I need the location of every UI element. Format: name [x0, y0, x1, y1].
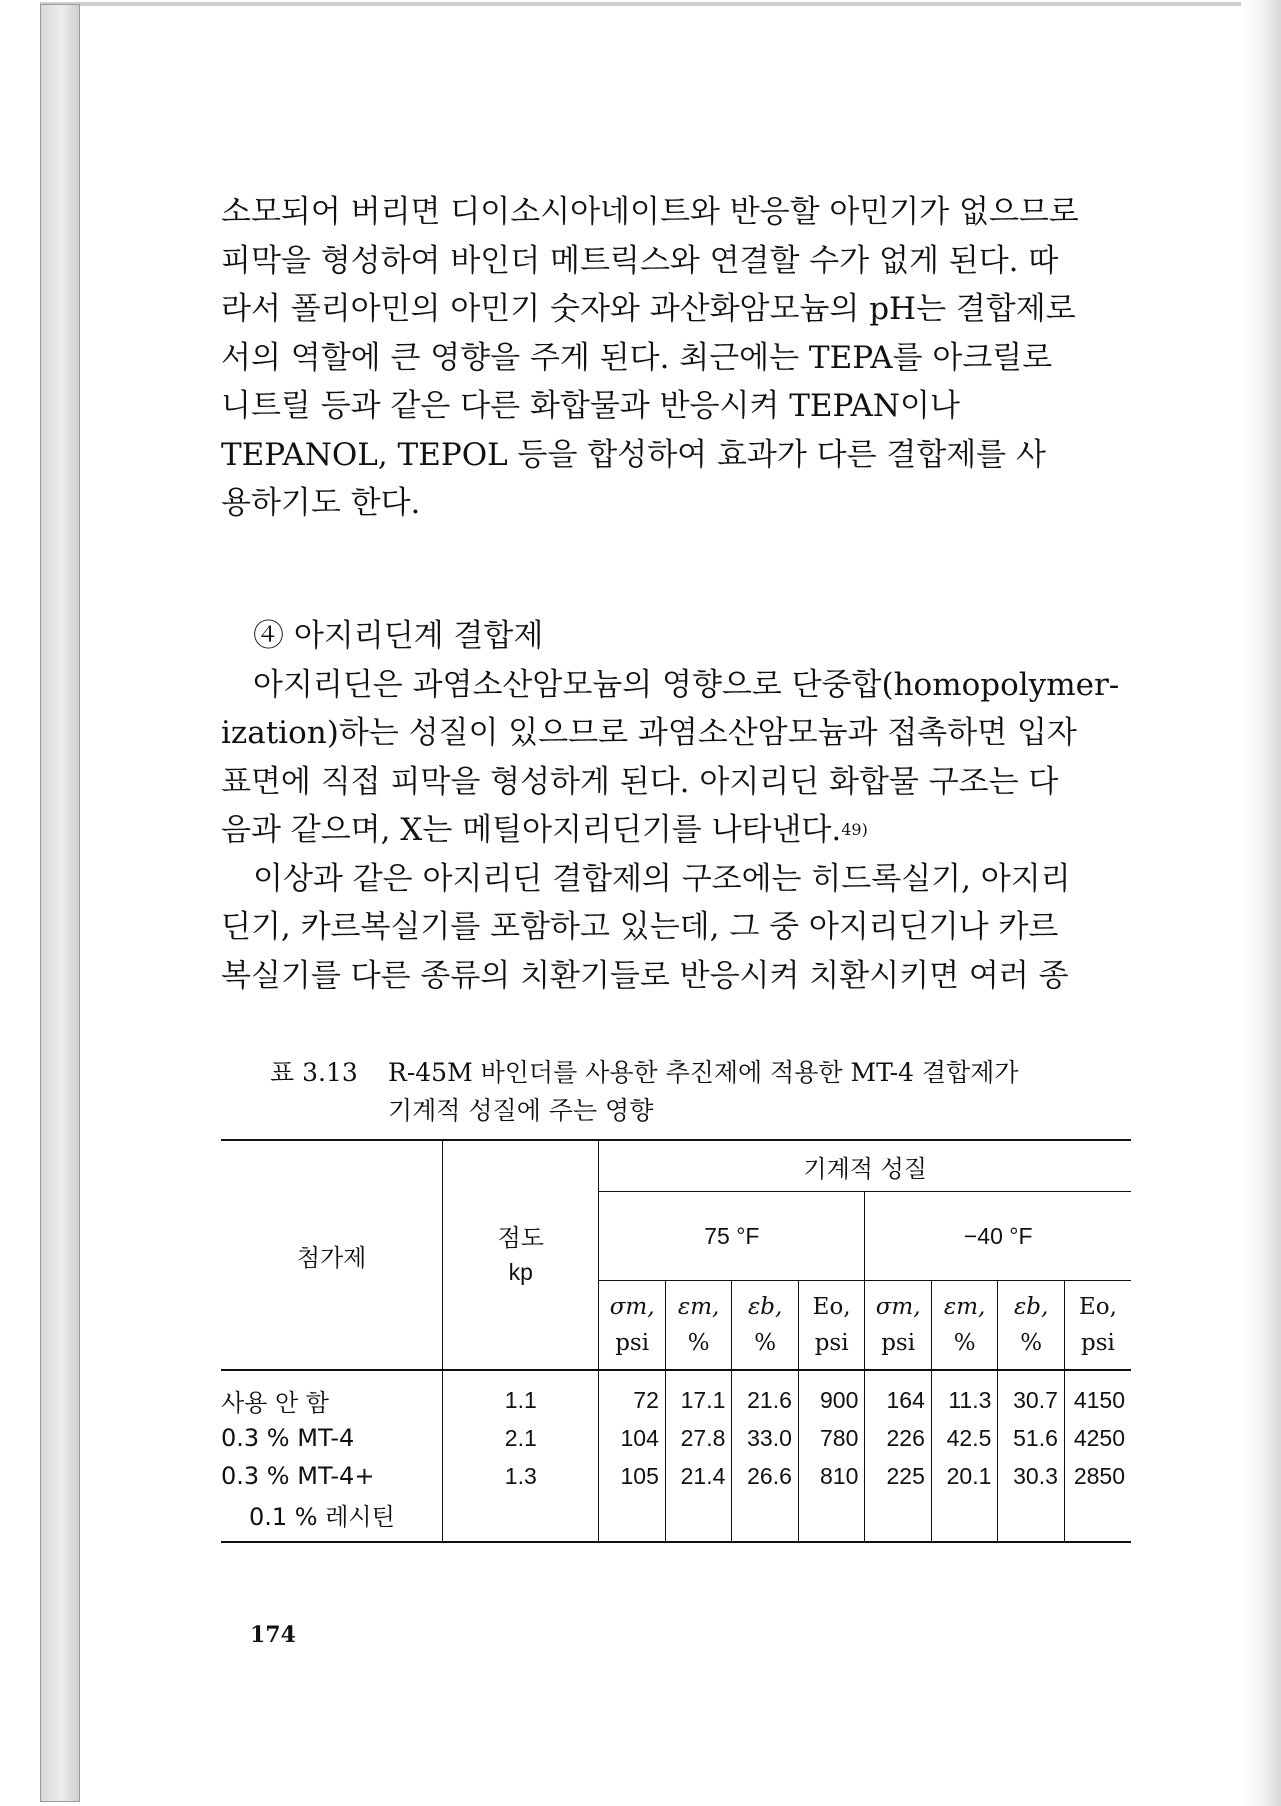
cell-value: 27.8 — [665, 1419, 732, 1457]
cell-value: 20.1 — [931, 1457, 998, 1495]
table-row — [221, 1495, 1131, 1542]
cell-value: 2850 — [1073, 1462, 1125, 1489]
cell-value: 17.1 — [665, 1370, 732, 1419]
header-temp-minus40: −40 °F — [865, 1192, 1131, 1281]
cell-value: 21.4 — [665, 1457, 732, 1495]
paragraph-line: 소모되어 버리면 디이소시아네이트와 반응할 아민기가 없으므로 — [221, 194, 1079, 230]
cell-value: 104 — [599, 1419, 666, 1457]
paragraph-line: 용하기도 한다. — [221, 485, 421, 521]
page-top-edge — [40, 2, 1280, 6]
header-viscosity-label: 점도 — [497, 1224, 544, 1252]
cell-additive: 0.3 % MT-4 — [221, 1419, 443, 1457]
subheader-e0-minus40: Eo, psi — [1078, 1294, 1117, 1356]
cell-value: 226 — [865, 1419, 932, 1457]
subheader-sigma-m-75: σm, psi — [599, 1281, 666, 1371]
cell-additive: 사용 안 함 — [221, 1370, 443, 1419]
cell-value: 4250 — [1073, 1424, 1125, 1451]
paragraph-1 — [221, 188, 1127, 528]
cell-empty — [732, 1495, 799, 1542]
cell-viscosity: 1.3 — [443, 1457, 599, 1495]
table-row — [221, 1419, 1131, 1457]
cell-value: 72 — [599, 1370, 666, 1419]
table-caption-line: R-45M 바인더를 사용한 추진제에 적용한 MT-4 결합제가 — [388, 1058, 1019, 1087]
cell-additive: 0.1 % 레시틴 — [221, 1495, 443, 1542]
cell-value: 21.6 — [732, 1370, 799, 1419]
cell-value: 4150 — [1073, 1386, 1125, 1413]
cell-value: 30.7 — [998, 1370, 1065, 1419]
paragraph-line: ization)하는 성질이 있으므로 과염소산암모늄과 접촉하면 입자 — [221, 715, 1077, 751]
paragraph-line: 복실기를 다른 종류의 치환기들로 반응시켜 치환시키면 여러 종 — [221, 957, 1069, 994]
footnote-reference: 49) — [841, 820, 868, 839]
paragraph-line: 아지리딘은 과염소산암모늄의 영향으로 단중합(homopolymer- — [253, 666, 1120, 703]
paragraph-text: 음과 같으며, X는 메틸아지리딘기를 나타낸다. — [221, 812, 842, 848]
table-caption — [270, 1054, 1130, 1130]
cell-empty — [1064, 1495, 1131, 1542]
cell-value: 33.0 — [732, 1419, 799, 1457]
cell-value: 26.6 — [732, 1457, 799, 1495]
cell-empty — [443, 1495, 599, 1542]
cell-empty — [865, 1495, 932, 1542]
page-right-shadow — [1241, 0, 1281, 1806]
subheader-eps-b-75: εb, % — [732, 1281, 799, 1371]
subheader-eps-m-75: εm, % — [665, 1281, 732, 1371]
header-viscosity — [443, 1140, 599, 1370]
cell-value: 164 — [865, 1370, 932, 1419]
paragraph-line: 피막을 형성하여 바인더 메트릭스와 연결할 수가 없게 된다. 따 — [221, 242, 1059, 279]
cell-empty — [798, 1495, 865, 1542]
cell-value: 225 — [865, 1457, 932, 1495]
paragraph-line: 이상과 같은 아지리딘 결합제의 구조에는 히드록실기, 아지리 — [253, 860, 1071, 897]
subheader-eps-m-minus40: εm, % — [931, 1281, 998, 1371]
cell-empty — [599, 1495, 666, 1542]
table-caption-line: 기계적 성질에 주는 영향 — [388, 1096, 654, 1125]
cell-viscosity: 1.1 — [443, 1370, 599, 1419]
page-number: 174 — [250, 1622, 296, 1648]
book-spine-edge — [40, 4, 80, 1802]
paragraph-line: 표면에 직접 피막을 형성하게 된다. 아지리딘 화합물 구조는 다 — [221, 763, 1059, 800]
paragraph-line: 라서 폴리아민의 아민기 숫자와 과산화암모늄의 pH는 결합제로 — [221, 291, 1076, 327]
header-viscosity-unit: kp — [508, 1259, 533, 1285]
header-mechanical: 기계적 성질 — [599, 1140, 1131, 1192]
cell-empty — [931, 1495, 998, 1542]
cell-value: 900 — [798, 1370, 865, 1419]
paragraph-line — [221, 806, 1127, 855]
header-additive: 첨가제 — [221, 1140, 443, 1370]
cell-value: 11.3 — [931, 1370, 998, 1419]
paragraph-line: 서의 역할에 큰 영향을 주게 된다. 최근에는 TEPA를 아크릴로 — [221, 339, 1053, 376]
section-aziridine — [221, 612, 1127, 1000]
subheader-e0-75: Eo, psi — [798, 1281, 865, 1371]
cell-empty — [998, 1495, 1065, 1542]
cell-value: 51.6 — [998, 1419, 1065, 1457]
subheader-sigma-m-minus40: σm, psi — [865, 1281, 932, 1371]
table-number: 표 3.13 — [270, 1058, 358, 1087]
cell-value: 810 — [798, 1457, 865, 1495]
paragraph-line: 딘기, 카르복실기를 포함하고 있는데, 그 중 아지리딘기나 카르 — [221, 909, 1059, 945]
cell-value: 30.3 — [998, 1457, 1065, 1495]
cell-value: 105 — [599, 1457, 666, 1495]
cell-value: 42.5 — [931, 1419, 998, 1457]
paragraph-line: TEPANOL, TEPOL 등을 합성하여 효과가 다른 결합제를 사 — [221, 436, 1046, 473]
paragraph-line: 니트릴 등과 같은 다른 화합물과 반응시켜 TEPAN이나 — [221, 388, 960, 424]
cell-value: 780 — [798, 1419, 865, 1457]
cell-additive: 0.3 % MT-4+ — [221, 1457, 443, 1495]
subheader-eps-b-minus40: εb, % — [998, 1281, 1065, 1371]
cell-viscosity: 2.1 — [443, 1419, 599, 1457]
section-heading: ④ 아지리딘계 결합제 — [253, 618, 544, 654]
header-temp-75: 75 °F — [599, 1192, 865, 1281]
cell-empty — [665, 1495, 732, 1542]
mechanical-properties-table — [221, 1139, 1131, 1543]
table-row — [221, 1457, 1131, 1495]
table-row — [221, 1370, 1131, 1419]
